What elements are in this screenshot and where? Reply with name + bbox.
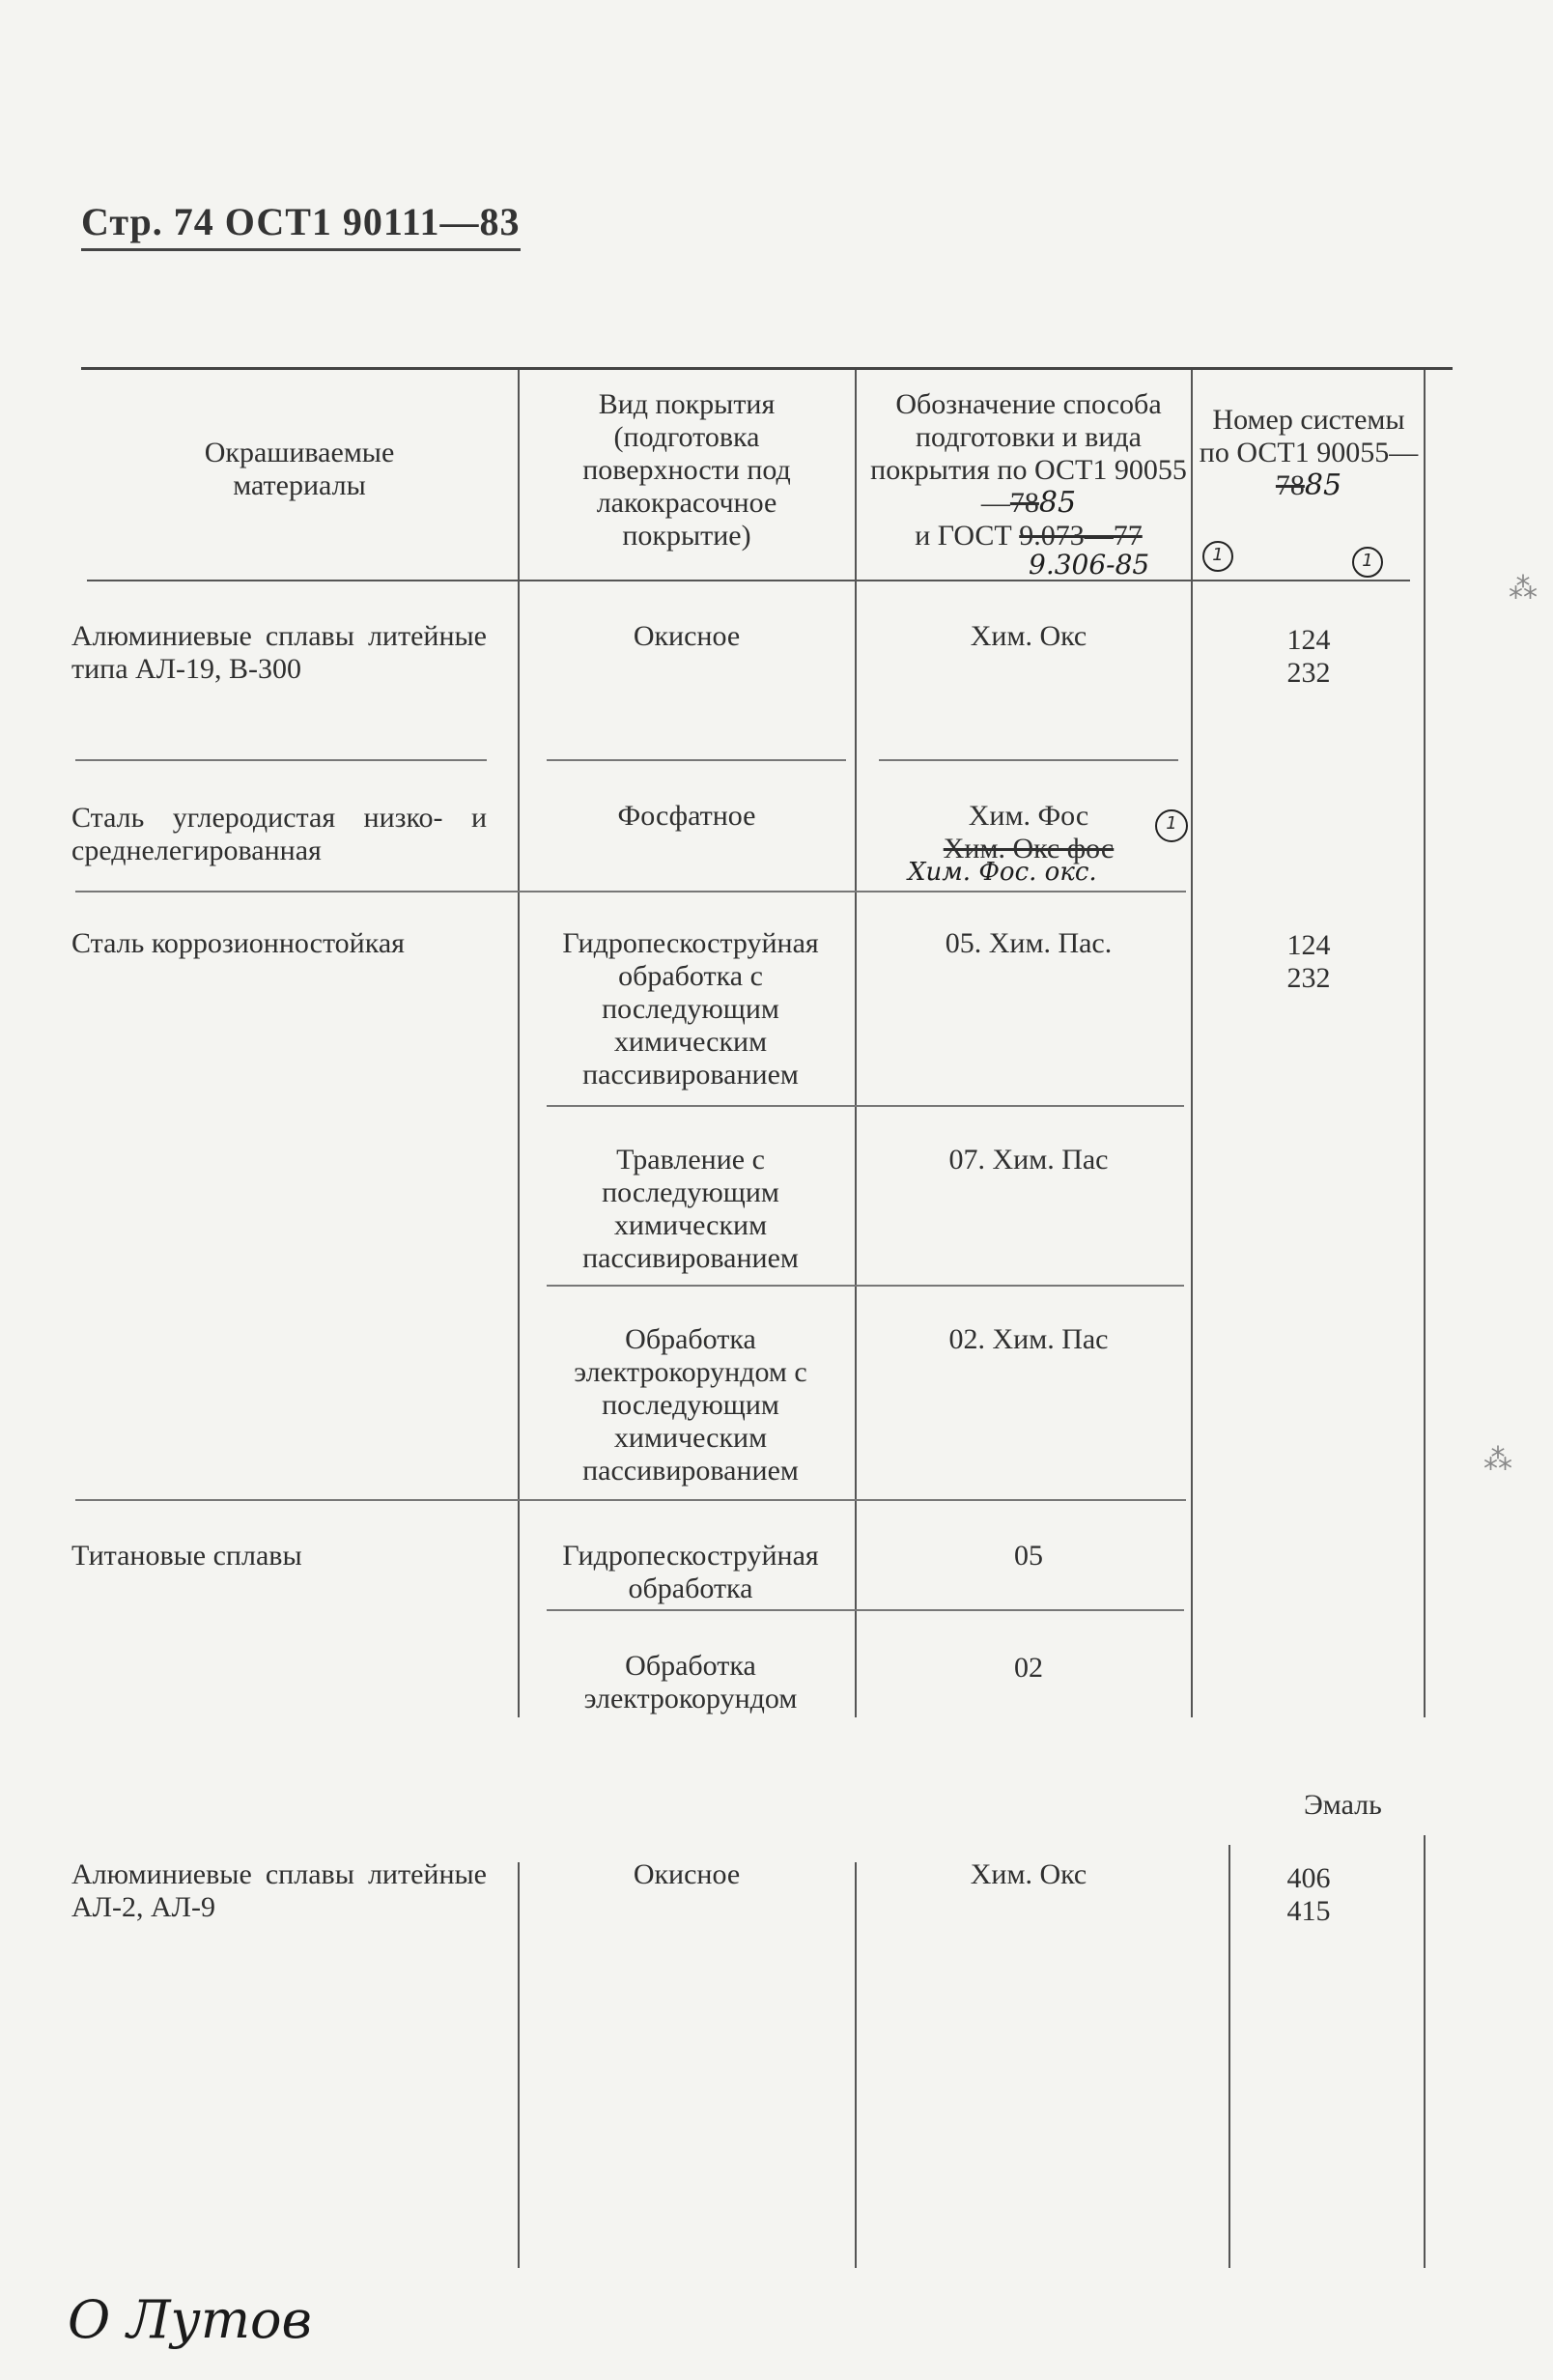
row2-material: Сталь углеродистая низко- и среднелегированная (71, 802, 487, 866)
row5-coating: Обработка электрокорундом с последующим химическим пассивированием (574, 1323, 807, 1487)
row1-material: Алюминиевые сплавы литейные типа АЛ-19, В-300 (71, 620, 487, 685)
row4-coating: Травление с последующим химическим пассивированием (582, 1144, 799, 1274)
col-divider-2 (855, 370, 857, 1717)
row4-divider (547, 1285, 1184, 1287)
header-bottom-border (87, 580, 1410, 581)
row1-number: 124 232 (1286, 624, 1331, 689)
row8-designation: Хим. Окс (970, 1858, 1087, 1890)
col-header-materials: Окрашиваемые материалы (204, 437, 395, 501)
col-header-number: Номер системы по ОСТ1 90055—7885 (1199, 404, 1419, 502)
row6-divider (547, 1609, 1184, 1611)
lower-col-divider-1 (518, 1862, 520, 2268)
row6-designation: 05 (1014, 1540, 1043, 1572)
row5-divider (75, 1499, 1186, 1501)
row2-handwritten-correction: Хим. Фос. окс. (908, 858, 1097, 887)
row8-number: 406 415 (1286, 1862, 1331, 1927)
table-top-border (81, 367, 1453, 370)
designation-handwritten-gost: 9.306-85 (1029, 549, 1150, 581)
row6-material: Титановые сплавы (71, 1540, 302, 1572)
row1-coating: Окисное (633, 620, 741, 652)
scan-mark-top: ⁂ (1509, 572, 1538, 606)
scan-mark-middle: ⁂ (1483, 1443, 1512, 1477)
row1-divider-c (879, 759, 1178, 761)
row7-coating: Обработка электрокорундом (583, 1650, 798, 1714)
col-header-designation: Обозначение способа подготовки и вида покрытия по ОСТ1 90055—7885 и ГОСТ 9.073—77 (870, 388, 1187, 552)
correction-circle-mark: 1 (1202, 541, 1233, 572)
row2-coating: Фосфатное (617, 800, 756, 832)
lower-col-divider-4 (1424, 1835, 1426, 2268)
correction-circle-mark-2: 1 (1352, 547, 1383, 578)
row4-designation: 07. Хим. Пас (948, 1144, 1109, 1176)
col-divider-4 (1424, 370, 1426, 1717)
handwritten-signature: О Лутов (68, 2289, 312, 2350)
col-divider-3 (1191, 370, 1193, 1717)
row1-divider-b (547, 759, 846, 761)
page-header: Стр. 74 ОСТ1 90111—83 (81, 199, 521, 251)
lower-col-divider-2 (855, 1862, 857, 2268)
section-label-enamel: Эмаль (1304, 1789, 1382, 1821)
col-header-coating: Вид покрытия (подготовка поверхности под лакокрасочное покрытие) (582, 388, 791, 552)
row3-material: Сталь коррозионностойкая (71, 927, 405, 959)
row3-coating: Гидропескоструйная обработка с последующим химическим пассивированием (562, 927, 819, 1091)
col-divider-1 (518, 370, 520, 1717)
row3-designation: 05. Хим. Пас. (945, 927, 1113, 959)
row2-divider (75, 891, 1186, 892)
row2-designation: Хим. Фос Хим. Окс фос (943, 800, 1115, 864)
row3-divider (547, 1105, 1184, 1107)
row5-designation: 02. Хим. Пас (948, 1323, 1109, 1355)
row1-divider (75, 759, 487, 761)
row8-coating: Окисное (633, 1858, 741, 1890)
row1-designation: Хим. Окс (970, 620, 1087, 652)
row3-number: 124 232 (1286, 929, 1331, 994)
row6-coating: Гидропескоструйная обработка (562, 1540, 819, 1604)
row7-designation: 02 (1014, 1652, 1043, 1684)
row2-circle-mark: 1 (1155, 809, 1188, 842)
row8-material: Алюминиевые сплавы литейные АЛ-2, АЛ-9 (71, 1858, 487, 1923)
